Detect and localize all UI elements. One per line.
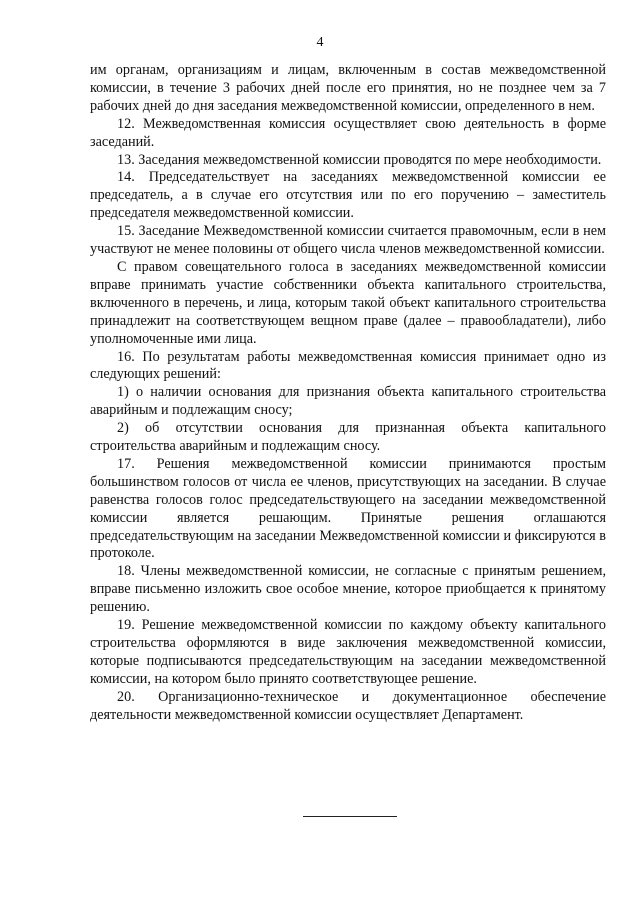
paragraph-16-item-1: 1) о наличии основания для признания объекта капитального строительства аварийным и подлежащим сносу; xyxy=(90,384,606,419)
paragraph-16: 16. По результатам работы межведомственная комиссия принимает одно из следующих решений: xyxy=(90,348,606,383)
paragraph-advisory-vote: С правом совещательного голоса в заседаниях межведомственной комиссии вправе принимать участие собственники объекта капитального строительства, включенного в перечень, и лица, которым такой объект капитального строительства принадлежит на соответствующем вещном праве (далее – правообладатели), либо уполномоченные ими лица. xyxy=(90,258,606,347)
paragraph-20: 20. Организационно-техническое и документационное обеспечение деятельности межведомственной комиссии осуществляет Департамент. xyxy=(90,688,606,723)
paragraph-12: 12. Межведомственная комиссия осуществляет свою деятельность в форме заседаний. xyxy=(90,115,606,150)
paragraph-18: 18. Члены межведомственной комиссии, не согласные с принятым решением, вправе письменно изложить свое особое мнение, которое приобщается к принятому решению. xyxy=(90,563,606,616)
end-divider-line xyxy=(303,816,397,817)
page-number: 4 xyxy=(316,35,324,50)
paragraph-14: 14. Председательствует на заседаниях межведомственной комиссии ее председатель, а в случае его отсутствия или по его поручению – заместитель председателя межведомственной комиссии. xyxy=(90,169,606,222)
paragraph-13: 13. Заседания межведомственной комиссии проводятся по мере необходимости. xyxy=(117,151,602,168)
paragraph-19: 19. Решение межведомственной комиссии по каждому объекту капитального строительства оформляются в виде заключения межведомственной комиссии, которые подписываются председательствующим на заседании межведомственной комиссии, на котором было принято соответствующее решение. xyxy=(90,617,606,687)
paragraph-continuation: им органам, организациям и лицам, включенным в состав межведомственной комиссии, в течение 3 рабочих дней после его принятия, но не позднее чем за 7 рабочих дней до дня заседания межведомственной комиссии, определенного в нем. xyxy=(90,62,606,114)
paragraph-16-item-2: 2) об отсутствии основания для признанная объекта капитального строительства аварийным и подлежащим сносу. xyxy=(90,420,606,455)
document-body xyxy=(90,62,606,725)
paragraph-17: 17. Решения межведомственной комиссии принимаются простым большинством голосов от числа ее членов, присутствующих на заседании. В случае равенства голосов голос председательствующего на заседании межведомственной комиссии является решающим. Принятые решения оглашаются председательствующим на заседании Межведомственной комиссии и фиксируются в протоколе. xyxy=(90,455,606,562)
paragraph-15: 15. Заседание Межведомственной комиссии считается правомочным, если в нем участвуют не менее половины от общего числа членов межведомственной комиссии. xyxy=(90,223,606,258)
